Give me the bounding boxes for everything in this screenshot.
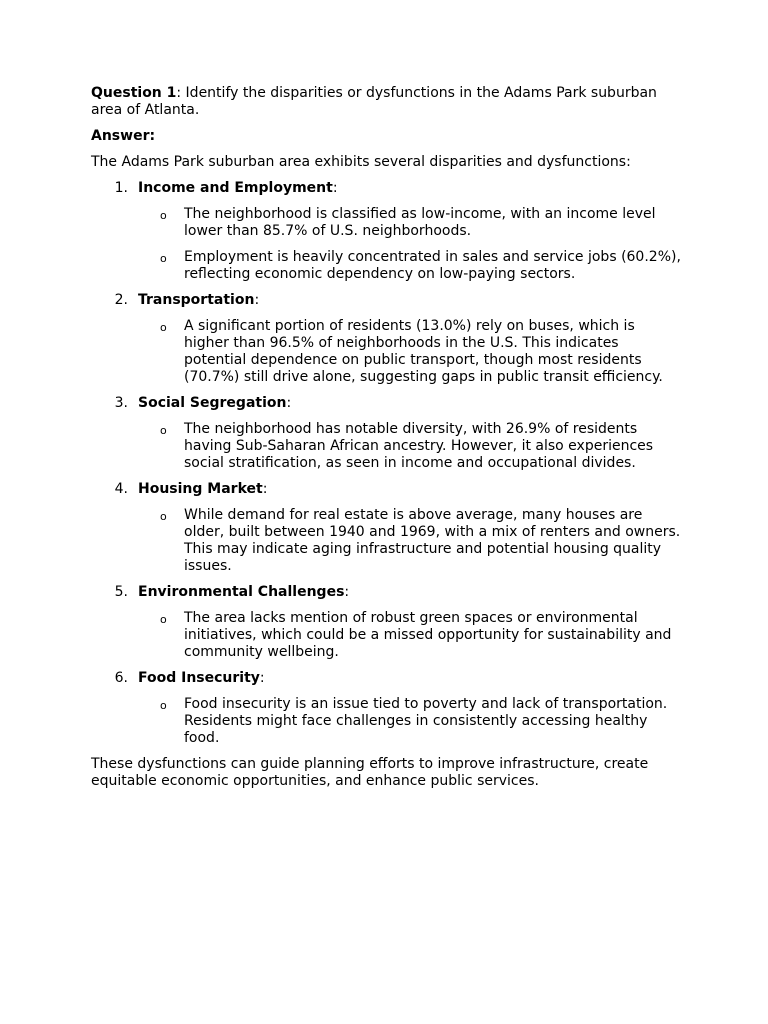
topic-colon: : bbox=[286, 395, 292, 411]
closing-paragraph: These dysfunctions can guide planning efforts to improve infrastructure, create equitable economic opportunities, and enhance public services. bbox=[91, 756, 649, 789]
topic-colon: : bbox=[344, 584, 350, 600]
answer-intro: The Adams Park suburban area exhibits several disparities and dysfunctions: bbox=[91, 154, 631, 170]
question-text: : Identify the disparities or dysfunctions in the Adams Park suburban area of Atlanta. bbox=[91, 85, 657, 118]
bullet-circle-icon: o bbox=[160, 699, 167, 712]
topic-colon: : bbox=[259, 670, 265, 686]
bullet-list bbox=[91, 696, 681, 747]
topic-title-wrap bbox=[138, 180, 338, 197]
topic-number: 5. bbox=[114, 584, 128, 600]
topic-heading bbox=[91, 292, 681, 309]
topic-title-wrap bbox=[138, 292, 259, 309]
bullet-circle-icon: o bbox=[160, 510, 167, 523]
bullet-list bbox=[91, 206, 681, 283]
topic-title-wrap bbox=[138, 481, 267, 498]
bullet-marker bbox=[91, 507, 184, 575]
bullet-text: A significant portion of residents (13.0%) rely on buses, which is higher than 96.5% of neighborhoods in the U.S. This indicates potential dependence on public transport, though most residents (70.7%) still drive alone, suggesting gaps in public transit efficiency. bbox=[184, 318, 663, 385]
bullet-list bbox=[91, 507, 681, 575]
topic-title: Income and Employment bbox=[138, 180, 333, 196]
topic-colon: : bbox=[262, 481, 268, 497]
topic-item bbox=[91, 670, 681, 747]
topic-title: Environmental Challenges bbox=[138, 584, 345, 600]
bullet-circle-icon: o bbox=[160, 252, 167, 265]
bullet-item bbox=[91, 421, 681, 472]
bullet-list bbox=[91, 610, 681, 661]
topic-item bbox=[91, 584, 681, 661]
bullet-item bbox=[91, 318, 681, 386]
topic-item bbox=[91, 180, 681, 283]
topic-item bbox=[91, 292, 681, 386]
question-paragraph bbox=[91, 85, 681, 119]
topic-item bbox=[91, 481, 681, 575]
bullet-circle-icon: o bbox=[160, 424, 167, 437]
bullet-marker bbox=[91, 318, 184, 386]
bullet-item bbox=[91, 610, 681, 661]
topic-title: Social Segregation bbox=[138, 395, 287, 411]
topic-title-wrap bbox=[138, 670, 265, 687]
bullet-item bbox=[91, 696, 681, 747]
answer-label-paragraph bbox=[91, 128, 681, 145]
topic-number: 4. bbox=[114, 481, 128, 497]
bullet-marker bbox=[91, 206, 184, 240]
document-page bbox=[91, 85, 681, 790]
bullet-text: The neighborhood has notable diversity, with 26.9% of residents having Sub-Saharan African ancestry. However, it also experiences social stratification, as seen in income and occupational divides. bbox=[184, 421, 654, 471]
bullet-list bbox=[91, 421, 681, 472]
bullet-text: The neighborhood is classified as low-income, with an income level lower than 85.7% of U.S. neighborhoods. bbox=[184, 206, 656, 239]
topic-heading bbox=[91, 481, 681, 498]
topic-colon: : bbox=[332, 180, 338, 196]
topic-title: Housing Market bbox=[138, 481, 263, 497]
bullet-circle-icon: o bbox=[160, 321, 167, 334]
bullet-circle-icon: o bbox=[160, 209, 167, 222]
topic-colon: : bbox=[254, 292, 260, 308]
topic-title: Transportation bbox=[138, 292, 255, 308]
bullet-circle-icon: o bbox=[160, 613, 167, 626]
topic-title-wrap bbox=[138, 584, 349, 601]
answer-label: Answer: bbox=[91, 128, 156, 144]
bullet-item bbox=[91, 206, 681, 240]
bullet-marker bbox=[91, 696, 184, 747]
bullet-list bbox=[91, 318, 681, 386]
topic-list bbox=[91, 180, 681, 747]
topic-number: 1. bbox=[114, 180, 128, 196]
topic-number: 2. bbox=[114, 292, 128, 308]
question-label: Question 1 bbox=[91, 85, 177, 101]
topic-item bbox=[91, 395, 681, 472]
bullet-item bbox=[91, 249, 681, 283]
bullet-marker bbox=[91, 249, 184, 283]
topic-heading bbox=[91, 670, 681, 687]
topic-heading bbox=[91, 180, 681, 197]
bullet-text: Employment is heavily concentrated in sales and service jobs (60.2%), reflecting economic dependency on low-paying sectors. bbox=[184, 249, 681, 282]
topic-heading bbox=[91, 395, 681, 412]
bullet-text: While demand for real estate is above average, many houses are older, built between 1940 and 1969, with a mix of renters and owners. This may indicate aging infrastructure and potential housing quality issues. bbox=[184, 507, 681, 574]
bullet-marker bbox=[91, 610, 184, 661]
topic-heading bbox=[91, 584, 681, 601]
bullet-marker bbox=[91, 421, 184, 472]
topic-title-wrap bbox=[138, 395, 291, 412]
topic-title: Food Insecurity bbox=[138, 670, 260, 686]
topic-number: 6. bbox=[114, 670, 128, 686]
bullet-text: Food insecurity is an issue tied to poverty and lack of transportation. Residents might face challenges in consistently accessing healthy food. bbox=[184, 696, 668, 746]
topic-number: 3. bbox=[114, 395, 128, 411]
bullet-text: The area lacks mention of robust green spaces or environmental initiatives, which could be a missed opportunity for sustainability and community wellbeing. bbox=[184, 610, 672, 660]
bullet-item bbox=[91, 507, 681, 575]
